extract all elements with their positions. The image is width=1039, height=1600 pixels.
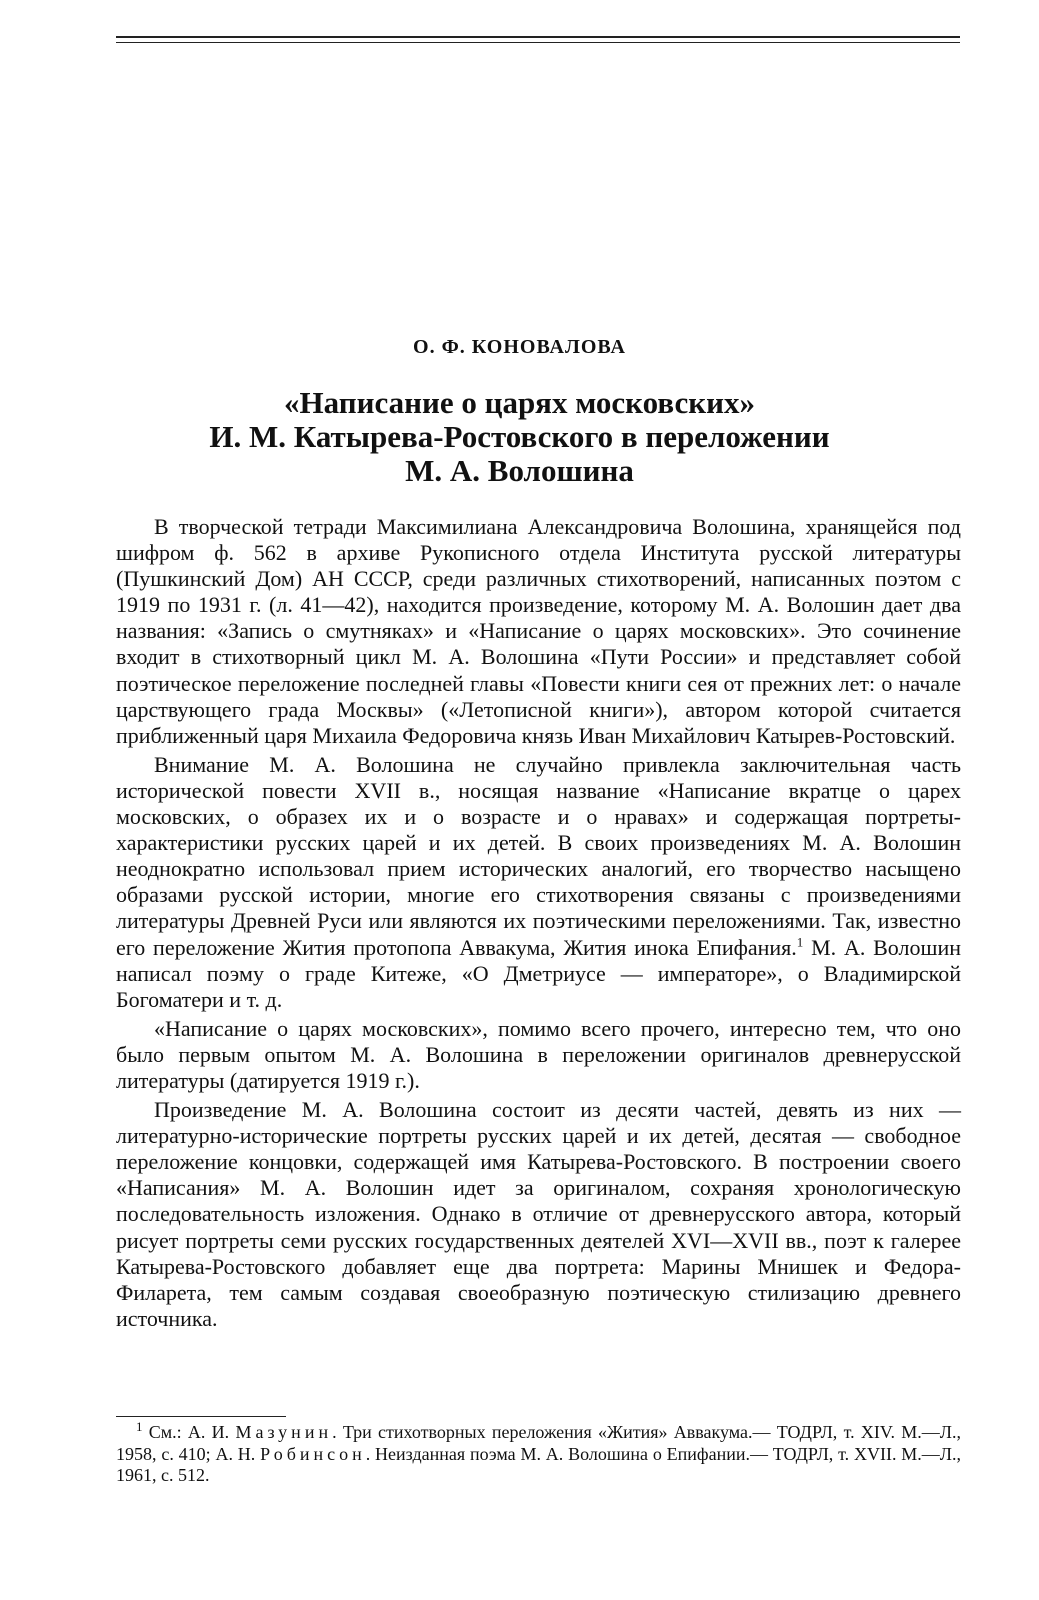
top-rule	[116, 36, 960, 43]
footnote-marker: 1	[136, 1419, 143, 1434]
footnote	[116, 1419, 961, 1487]
footnote-author-1: Мазунин	[235, 1422, 333, 1442]
paragraph-1	[116, 514, 961, 749]
title-line-3: М. А. Волошина	[405, 453, 634, 488]
paragraph-text: В творческой тетради Максимилиана Александровича Волошина, хранящейся под шифром ф. 562 в архиве Рукописного отдела Института русской литературы (Пушкинский Дом) АН СССР, среди различных стихотворений, написанных поэтом с 1919 по 1931 г. (л. 41—42), находится произведение, которому М. А. Волошин дает два названия: «Запись о смутняках» и «Написание о царях московских». Это сочинение входит в стихотворный цикл М. А. Волошина «Пути России» и представляет собой поэтическое переложение последней главы «Повести книги сея от прежних лет: о начале царствующего града Москвы» («Летописной книги»), автором которой считается приближенный царя Михаила Федоровича князь Иван Михайлович Катырев-Ростовский.	[116, 514, 961, 748]
footnote-author-2: Робинсон	[260, 1443, 366, 1464]
title-line-1: «Написание о царях московских»	[284, 385, 755, 420]
paragraph-text: Произведение М. А. Волошина состоит из десяти частей, девять из них — литературно-исторические портреты русских царей и их детей, десятая — свободное переложение концовки, содержащей имя Катырева-Ростовского. В построении своего «Написания» М. А. Волошин идет за оригиналом, сохраняя хронологическую последовательность изложения. Однако в отличие от древнерусского автора, который рисует портреты семи русских государственных деятелей XVI—XVII вв., поэт к галерее Катырева-Ростовского добавляет еще два портрета: Марины Мнишек и Федора-Филарета, тем самым создавая своеобразную поэтическую стилизацию древнего источника.	[116, 1097, 961, 1331]
paragraph-text-continued: М. А. Волошин написал поэму о граде Китеже, «О Дметриусе — императоре», о Владимирской Богоматери и т. д.	[116, 934, 961, 1012]
paragraph-4	[116, 1097, 961, 1332]
footnote-divider	[116, 1416, 286, 1417]
footnote-text: . Три стихотворных переложения «Жития» Аввакума.— ТОДРЛ, т. XIV. М.—Л., 1958, с. 410; А. Н.	[116, 1422, 961, 1464]
footnote-ref[interactable]: 1	[796, 934, 804, 950]
footnote-1	[116, 1419, 961, 1487]
title-line-2: И. М. Катырева-Ростовского в переложении	[209, 419, 830, 454]
article-body	[116, 514, 961, 1335]
paragraph-3	[116, 1016, 961, 1094]
article-author: О. Ф. КОНОВАЛОВА	[413, 336, 626, 358]
article-title	[0, 386, 1039, 488]
footnote-text: См.: А. И.	[142, 1422, 236, 1442]
footnote-text: . Неизданная поэма М. А. Волошина о Епифании.— ТОДРЛ, т. XVII. М.—Л., 1961, с. 512.	[116, 1443, 961, 1485]
paragraph-2	[116, 752, 961, 1013]
paragraph-text: «Написание о царях московских», помимо всего прочего, интересно тем, что оно было первым опытом М. А. Волошина в переложении оригиналов древнерусской литературы (датируется 1919 г.).	[116, 1015, 961, 1093]
paragraph-text: Внимание М. А. Волошина не случайно привлекла заключительная часть исторической повести XVII в., носящая название «Написание вкратце о царех московских, о образех их и о возрасте и о нравах» и содержащая портреты-характеристики русских царей и их детей. В своих произведениях М. А. Волошин неоднократно использовал прием исторических аналогий, его творчество насыщено образами русской истории, многие его стихотворения связаны с произведениями литературы Древней Руси или являются их поэтическими переложениями. Так, известно его переложение Жития протопопа Аввакума, Жития инока Епифания.	[116, 751, 961, 960]
